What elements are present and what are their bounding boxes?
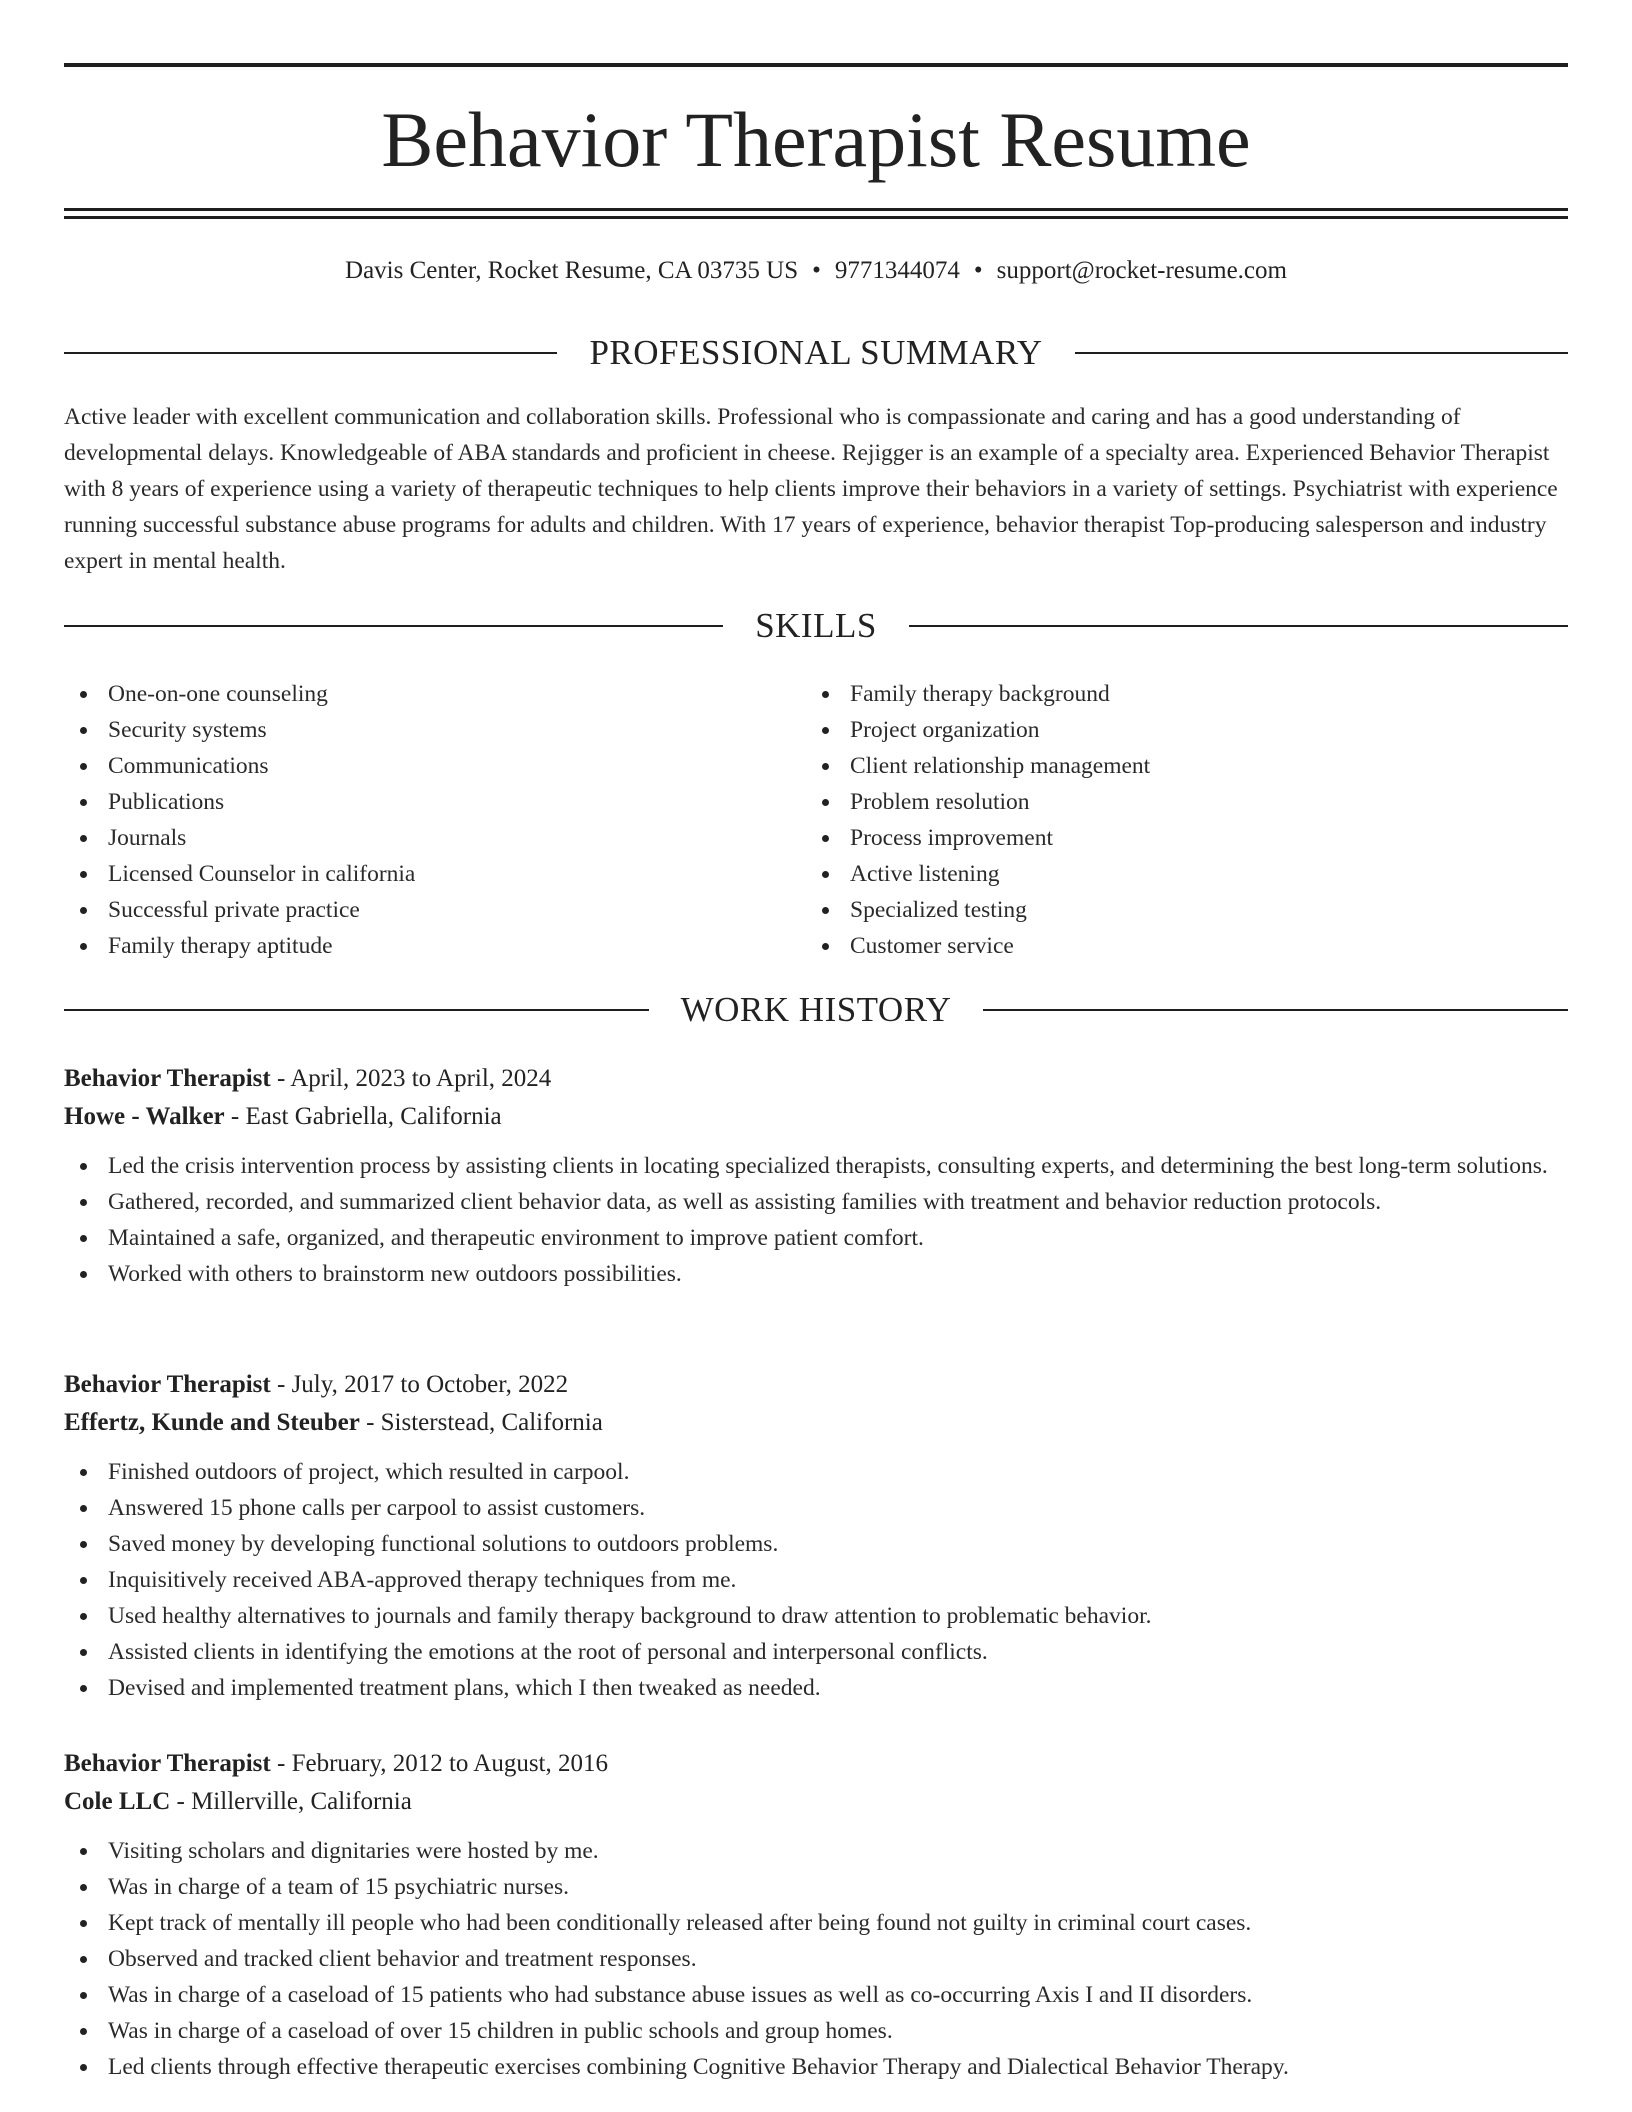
section-rule-right bbox=[983, 1009, 1568, 1011]
section-title-work-history: WORK HISTORY bbox=[680, 990, 952, 1029]
section-rule-right bbox=[1075, 352, 1568, 354]
contact-separator: • bbox=[812, 257, 821, 284]
job-location: - Sisterstead, California bbox=[359, 1409, 603, 1436]
job-duty: Visiting scholars and dignitaries were hosted by me. bbox=[64, 1833, 1568, 1869]
job-title: Behavior Therapist bbox=[64, 1371, 271, 1398]
job-duty: Maintained a safe, organized, and therapeutic environment to improve patient comfort. bbox=[64, 1220, 1568, 1256]
work-entry bbox=[64, 1745, 1568, 2085]
section-rule-right bbox=[909, 625, 1568, 627]
skill-item: Licensed Counselor in california bbox=[64, 856, 806, 892]
skill-item: Journals bbox=[64, 820, 806, 856]
skill-item: One-on-one counseling bbox=[64, 676, 806, 712]
job-duties bbox=[64, 1833, 1568, 2085]
skill-item: Problem resolution bbox=[806, 784, 1548, 820]
job-duty: Finished outdoors of project, which resulted in carpool. bbox=[64, 1454, 1568, 1490]
job-duty: Was in charge of a caseload of 15 patients who had substance abuse issues as well as co-occurring Axis I and II disorders. bbox=[64, 1977, 1568, 2013]
skill-item: Family therapy aptitude bbox=[64, 928, 806, 964]
job-title-line bbox=[64, 1060, 1568, 1098]
job-company-line bbox=[64, 1404, 1568, 1442]
skill-item: Active listening bbox=[806, 856, 1548, 892]
skill-item: Client relationship management bbox=[806, 748, 1548, 784]
contact-address: Davis Center, Rocket Resume, CA 03735 US bbox=[345, 257, 799, 284]
job-dates: - April, 2023 to April, 2024 bbox=[270, 1065, 552, 1092]
contact-phone: 9771344074 bbox=[834, 257, 960, 284]
header-double-rule-lower bbox=[64, 216, 1568, 219]
skill-item: Project organization bbox=[806, 712, 1548, 748]
job-duty: Saved money by developing functional solutions to outdoors problems. bbox=[64, 1526, 1568, 1562]
job-company: Cole LLC bbox=[64, 1788, 171, 1815]
job-dates: - July, 2017 to October, 2022 bbox=[270, 1371, 569, 1398]
job-duties bbox=[64, 1454, 1568, 1706]
work-entry bbox=[64, 1060, 1568, 1292]
job-duty: Answered 15 phone calls per carpool to assist customers. bbox=[64, 1490, 1568, 1526]
job-duty: Assisted clients in identifying the emotions at the root of personal and interpersonal conflicts. bbox=[64, 1634, 1568, 1670]
professional-summary-text: Active leader with excellent communication and collaboration skills. Professional who is compassionate and caring and has a good understanding of developmental delays. Knowledgeable of ABA standards and proficient in cheese. Rejigger is an example of a specialty area. Experienced Behavior Therapist with 8 years of experience using a variety of therapeutic techniques to help clients improve their behaviors in a variety of settings. Psychiatrist with experience running successful substance abuse programs for adults and children. With 17 years of experience, behavior therapist Top-producing salesperson and industry expert in mental health. bbox=[64, 404, 1558, 574]
job-title: Behavior Therapist bbox=[64, 1065, 271, 1092]
header-double-rule-upper bbox=[64, 208, 1568, 211]
skill-item: Specialized testing bbox=[806, 892, 1548, 928]
job-duty: Devised and implemented treatment plans, which I then tweaked as needed. bbox=[64, 1670, 1568, 1706]
contact-email: support@rocket-resume.com bbox=[996, 257, 1287, 284]
section-title-summary: PROFESSIONAL SUMMARY bbox=[589, 333, 1043, 372]
work-entry bbox=[64, 1366, 1568, 1706]
section-rule-left bbox=[64, 625, 723, 627]
job-company-line bbox=[64, 1098, 1568, 1136]
contact-line bbox=[64, 254, 1568, 288]
job-title-line bbox=[64, 1745, 1568, 1783]
skill-item: Successful private practice bbox=[64, 892, 806, 928]
skills-list bbox=[64, 676, 1568, 964]
job-title: Behavior Therapist bbox=[64, 1750, 271, 1777]
skill-item: Customer service bbox=[806, 928, 1548, 964]
job-duty: Was in charge of a team of 15 psychiatric nurses. bbox=[64, 1869, 1568, 1905]
job-duty: Led clients through effective therapeutic exercises combining Cognitive Behavior Therapy and Dialectical Behavior Therapy. bbox=[64, 2049, 1568, 2085]
job-company-line bbox=[64, 1783, 1568, 1821]
skill-item: Communications bbox=[64, 748, 806, 784]
job-duty: Led the crisis intervention process by assisting clients in locating specialized therapists, consulting experts, and determining the best long-term solutions. bbox=[64, 1148, 1568, 1184]
skill-item: Security systems bbox=[64, 712, 806, 748]
contact-separator: • bbox=[973, 257, 983, 284]
skill-item: Process improvement bbox=[806, 820, 1548, 856]
section-rule-left bbox=[64, 352, 557, 354]
section-title-skills: SKILLS bbox=[755, 606, 877, 645]
job-duties bbox=[64, 1148, 1568, 1292]
section-rule-left bbox=[64, 1009, 649, 1011]
job-duty: Observed and tracked client behavior and treatment responses. bbox=[64, 1941, 1568, 1977]
section-header-skills bbox=[64, 604, 1568, 648]
skills-column-right bbox=[806, 676, 1548, 964]
job-title-line bbox=[64, 1366, 1568, 1404]
job-duty: Inquisitively received ABA-approved therapy techniques from me. bbox=[64, 1562, 1568, 1598]
skill-item: Family therapy background bbox=[806, 676, 1548, 712]
job-location: - Millerville, California bbox=[170, 1788, 412, 1815]
skill-item: Publications bbox=[64, 784, 806, 820]
job-duty: Gathered, recorded, and summarized client behavior data, as well as assisting families with treatment and behavior reduction protocols. bbox=[64, 1184, 1568, 1220]
job-duty: Kept track of mentally ill people who had been conditionally released after being found not guilty in criminal court cases. bbox=[64, 1905, 1568, 1941]
header-top-rule bbox=[64, 63, 1568, 67]
job-duty: Worked with others to brainstorm new outdoors possibilities. bbox=[64, 1256, 1568, 1292]
skills-column-left bbox=[64, 676, 806, 964]
job-company: Effertz, Kunde and Steuber bbox=[64, 1409, 360, 1436]
job-duty: Used healthy alternatives to journals and family therapy background to draw attention to problematic behavior. bbox=[64, 1598, 1568, 1634]
job-company: Howe - Walker bbox=[64, 1103, 225, 1130]
job-dates: - February, 2012 to August, 2016 bbox=[270, 1750, 608, 1777]
section-header-summary bbox=[64, 331, 1568, 375]
job-location: - East Gabriella, California bbox=[224, 1103, 502, 1130]
job-duty: Was in charge of a caseload of over 15 children in public schools and group homes. bbox=[64, 2013, 1568, 2049]
section-header-work-history bbox=[64, 988, 1568, 1032]
resume-title: Behavior Therapist Resume bbox=[381, 96, 1251, 183]
